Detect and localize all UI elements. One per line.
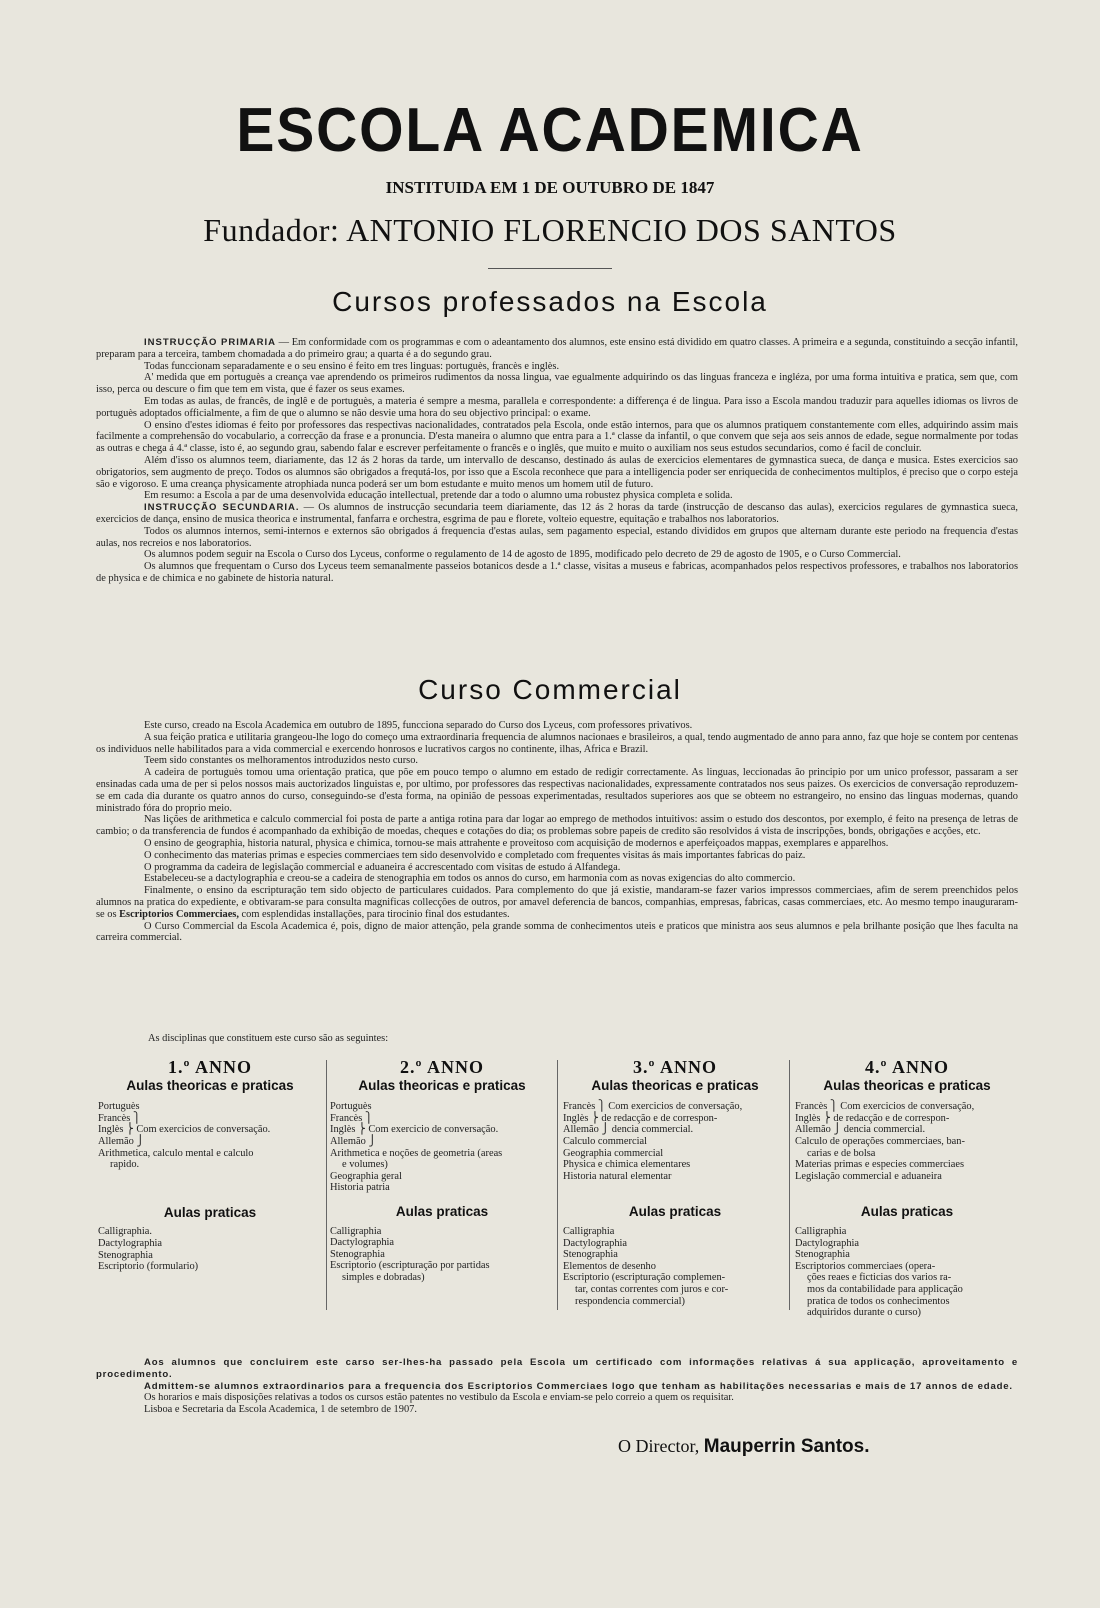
paragraph: Os alumnos podem seguir na Escola o Curso dos Lyceus, conforme o regulamento de 14 de agosto de 1895, modificado pelo decreto de 29 de agosto de 1905, e o Curso Commercial. [144,549,901,561]
footer-notes [96,1357,1018,1416]
schedule-note: Os horarios e mais disposições relativas a todos os cursos estão patentes no vestibulo da Escola e enviam-se pelo correio a quem os requisitar. [144,1392,734,1404]
paragraph: O ensino d'estes idiomas é feito por professores das respectivas nacionalidades, contratados pela Escola, onde estão internos, para que os alumnos pratiquem constantemente com elles, adquirindo assim mais facilmente a comprehensão do vocabulario, a correcção da frase e a pronuncia. D'esta maneira o alumno que entra para a 1.ª classe da infantil, o que convem que seja aos seis annos de edade, segue normalmente por todas as outras e chega á 4.ª classe, isto é, ao segundo grau, sabendo falar e escrever perfeitamente o francês e o inglês, que muito e muito o auxiliam nos seus estudos secundarios, como é facil de concluir. [96,419,1018,455]
founder-line: Fundador: ANTONIO FLORENCIO DOS SANTOS [203,212,897,248]
list-item: Calligraphia. [98,1226,152,1238]
list-item: Calligraphia [795,1225,847,1237]
column-divider [557,1060,558,1310]
year-column-1 [98,1057,322,1312]
list-item: Francès ⎫ Com exercicios de conversação, [563,1101,743,1113]
paragraph: Todas funccionam separadamente e o seu ensino é feito em tres linguas: portuguès, francès e inglès. [144,360,560,372]
paragraph: O Curso Commercial da Escola Academica é, pois, digno de maior attenção, pela grande somma de conhecimentos uteis e praticos que ministra aos seus alumnos e pela brilhante posição que lhes faculta na carreira commercial. [96,920,1018,944]
paragraph: Os alumnos que frequentam o Curso dos Lyceus teem semanalmente passeios botanicos desde a 1.ª classe, visitas a museus e fabricas, acompanhados pelos respectivos professores, e trabalhos nos laboratorios de physica e de chimica e no gabinete de historia natural. [96,561,1018,584]
list-item: Stenographia [795,1249,850,1261]
list-item: Francès ⎫ Com exercicios de conversação, [795,1101,975,1113]
theory-heading: Aulas theoricas e praticas [126,1077,294,1093]
list-item: Legislação commercial e aduaneira [795,1170,942,1182]
list-item: Escriptorio (formulario) [98,1261,199,1273]
list-item: mos da contabilidade para applicação [807,1283,963,1295]
paragraph: O programma da cadeira de legislação commercial e aduaneira é accrescentado com visitas de estudo á Alfandega. [144,861,621,873]
paragraph: O ensino de geographia, historia natural, physica e chimica, tornou-se mais attrahente e proveitoso com acquisição de modernos e aperfeiçoados mappas, exemplares e apparelhos. [144,837,889,849]
year-column-3 [563,1057,787,1312]
year-title: 3.º ANNO [633,1057,717,1077]
list-item: Allemão ⎭ dencia commercial. [795,1124,926,1136]
signature [618,1436,870,1458]
list-item: Francès ⎫ [330,1112,373,1124]
list-item: Arithmetica e noções de geometria (areas [330,1147,503,1159]
year-title: 2.º ANNO [400,1057,484,1077]
paragraph: Nas lições de arithmetica e calculo commercial foi posta de parte a antiga rotina para dar logar ao emprego de methodos intuitivos: assim o estudo dos descontos, por exemplo, é feito na presença de letras de cambio; o da transferencia de fundos é acompanhado da exhibição de moedas, cheques e cotações do dia; os problemas sobre papeis de credito são resolvidos á vista de inscripções, bonds, obrigações e acções, etc. [96,814,1018,838]
theory-list [795,1101,1019,1182]
paragraph-text: — Os alumnos de instrucção secundaria teem diariamente, das 12 ás 2 horas da tarde (instrucção de descanso das aulas), exercicios regulares de gymnastica sueca, exercicios de dança, ensino de musica theorica e instrumental, fanfarra e orchestra, esgrima de pau e florete, volteio equestre, equitação e trabalhos nos laboratorios. [96,502,1018,525]
paragraph [96,885,1018,920]
paragraph: Além d'isso os alumnos teem, diariamente, das 12 ás 2 horas da tarde, um intervallo de descanso, destinado ás aulas de exercicios elementares de gymnastica sueca, de dança e musica. Estes exercicios sao obrigatorios, sem augmento de preço. Todos os alumnos são obrigados a frequtá-los, por isso que a Escola reconhece que para a intelligencia poder ser enriquecida de conhecimentos multiplos, é preciso que o corpo esteja são e vigoroso. E uma creança physicamente atrophiada nunca poderá ser um bom estudante e muito menos um homem util de futuro. [96,454,1018,490]
list-item: Stenographia [98,1249,153,1261]
founding-date: INSTITUIDA EM 1 DE OUTUBRO DE 1847 [385,178,715,197]
date-line: Lisboa e Secretaria da Escola Academica, 1 de setembro de 1907. [144,1404,417,1416]
signature-prefix: O Director, [618,1436,700,1456]
practice-list [330,1226,554,1284]
practice-list [563,1226,787,1307]
paragraph: Teem sido constantes os melhoramentos introduzidos nesto curso. [144,755,418,767]
column-divider [326,1060,327,1310]
list-item: simples e dobradas) [342,1271,425,1283]
certificate-note: Aos alumnos que concluirem este carso ser-lhes-ha passado pela Escola um certificado com informações relativas á sua applicação, aproveitamento e procedimento. [96,1357,1018,1380]
theory-heading: Aulas theoricas e praticas [823,1077,991,1093]
list-item: Calligraphia [563,1225,615,1237]
escriptorios-emphasis: Escriptorios Commerciaes, [119,908,239,920]
admission-note: Admittem-se alumnos extraordinarios para a frequencia dos Escriptorios Commerciaes logo que tenham as habilitações necessarias e mais de 17 annos de edade. [144,1380,1013,1392]
list-item: ções reaes e ficticias dos varios ra- [807,1272,952,1284]
list-item: Portuguès [330,1101,372,1113]
practice-heading: Aulas praticas [860,1204,954,1220]
list-item: Calculo commercial [563,1135,647,1147]
paragraph: A cadeira de portuguès tomou uma orientação pratica, que põe em pouco tempo o alumno em estado de redigir correctamente. As linguas, leccionadas ão principio por um unico professor, passaram a ser ensinadas cada uma de per si pelos nossos mais auctorizados linguistas e, por ultimo, por professores das respectivas nacionalidades, expressamente contratados nos seus paizes. Os exercicios de conversação reproduzem-se em cada dia durante os quatro annos do curso, conseguindo-se d'esta forma, na opinião de pessoas experimentadas, resultados superiores aos que se obteem no estrangeiro, no ensino das linguas modernas, quando ministrado fóra do proprio meio. [96,767,1018,814]
paragraph: Todos os alumnos internos, semi-internos e externos são obrigados á frequencia d'estas aulas, sem pagamento especial, estando divididos em grupos que alternam durante este periodo na frequencia d'estas aulas, nos recreios e nos laboratorios. [96,525,1018,549]
paragraph-text: Finalmente, o ensino da escripturação tem sido objecto de particulares cuidados. Para complemento do que já existie, mandaram-se fazer varios impressos commerciaes, afim de serem preenchidos pelos alumnos na pratica do expediente, e obtivaram-se para consulta magnificas collecções de outros, por amavel deferencia de bancos, companhias, empresas, fabricas, casas commerciaes, etc. Ao mesmo tempo inauguraram-se os [96,885,1018,920]
year-title: 4.º ANNO [865,1057,949,1077]
paragraph: A sua feição pratica e utilitaria grangeou-lhe logo do começo uma extraordinaria frequencia de alumnos nacionaes e brasileiros, a qual, tendo augmentado de anno para anno, faz que hoje se contem por centenas os individuos nelle habilitados para a vida commercial e exercendo honrosos e lucrativos cargos no continente, ilhas, Africa e Brazil. [96,731,1018,755]
paragraph: O conhecimento das materias primas e especies commerciaes tem sido desenvolvido e completado com frequentes visitas ás mais importantes fabricas do paiz. [144,849,806,861]
list-item: Elementos de desenho [563,1260,656,1272]
paragraph-text: — Em conformidade com os programmas e com o adeantamento dos alumnos, este ensino está dividido em quatro classes. A primeira e a segunda, constituindo a secção infantil, preparam para a terceira, tambem chomadada a do primeiro grau; a quarta é a do segundo grau. [96,337,1018,360]
list-item: Calculo de operações commerciaes, ban- [795,1135,965,1147]
column-divider [789,1060,790,1310]
paragraph: Em todas as aulas, de francês, de inglê e de portuguès, a materia é sempre a mesma, parallela e correspondente: a differença é de lingua. Para isso a Escola mandou traduzir para aquelles idiomas os livros de portuguès adoptados officialmente, a fim de que o alumno se não desvie uma hora do seu objectivo principal: o exame. [96,395,1018,419]
list-item: Physica e chimica elementares [563,1159,691,1171]
list-item: Stenographia [563,1249,618,1261]
list-item: carias e de bolsa [807,1147,876,1159]
list-item: Francès ⎫ [98,1112,141,1124]
list-item: Historia patria [330,1182,390,1194]
cursos-heading: Cursos professados na Escola [332,286,768,317]
commercial-heading: Curso Commercial [418,674,682,705]
list-item: e volumes) [342,1159,388,1171]
list-item: Geographia geral [330,1170,402,1182]
practice-list [98,1226,322,1272]
list-item: Inglès ⎬ Com exercicio de conversação. [330,1124,499,1136]
list-item: tar, contas correntes com juros e cor- [575,1283,729,1295]
paragraph: A' medida que em portuguès a creança vae aprendendo os primeiros rudimentos da nossa lingua, vae egualmente adquirindo os das linguas franceza e ingléza, por uma forma intuitiva e pratica, sem que, com isso, perca ou descure o fim que tem em vista, que é fazer os seus exames. [96,372,1018,396]
practice-heading: Aulas praticas [163,1204,257,1220]
theory-list [563,1101,787,1182]
list-item: Stenographia [330,1248,385,1260]
list-item: Inglès ⎬ de redacção e de correspon- [563,1112,718,1124]
cursos-body [96,337,1018,585]
paragraph [96,337,1018,361]
list-item: Escriptorio (escripturação por partidas [330,1260,490,1272]
secundaria-lead: INSTRUCÇÃO SECUNDARIA. [144,502,300,514]
year-title: 1.º ANNO [168,1057,252,1077]
commercial-body [96,720,1018,944]
practice-list [795,1226,1019,1319]
paragraph: Este curso, creado na Escola Academica em outubro de 1895, funcciona separado do Curso dos Lyceus, com professores privativos. [144,720,693,731]
list-item: Allemão ⎭ [330,1135,377,1147]
list-item: Inglès ⎬ de redacção e de correspon- [795,1112,950,1124]
primaria-lead: INSTRUCÇÃO PRIMARIA [144,337,276,348]
list-item: Geographia commercial [563,1147,664,1159]
list-item: Inglès ⎬ Com exercicios de conversação. [98,1124,271,1136]
list-item: Historia natural elementar [563,1170,672,1182]
theory-heading: Aulas theoricas e praticas [591,1077,759,1093]
list-item: rapido. [110,1159,140,1171]
year-column-2 [330,1057,554,1312]
list-item: Allemão ⎭ dencia commercial. [563,1124,694,1136]
paragraph: Estabeleceu-se a dactylographia e creou-se a cadeira de stenographia em todos os annos do curso, em harmonia com as novas exigencias do alto commercio. [144,873,796,885]
theory-heading: Aulas theoricas e praticas [358,1077,526,1093]
page-title: ESCOLA ACADEMICA [236,96,864,165]
paragraph: Em resumo: a Escola a par de uma desenvolvida educação intellectual, pretende dar a todo o alumno uma robustez physica completa e solida. [144,490,733,502]
list-item: Portuguès [98,1101,140,1113]
list-item: Allemão ⎭ [98,1135,145,1147]
theory-list [330,1101,554,1194]
disciplines-intro: As disciplinas que constituem este curso são as seguintes: [148,1033,389,1044]
list-item: Dactylographia [563,1237,628,1249]
list-item: respondencia commercial) [575,1295,685,1307]
list-item: Escriptorios commerciaes (opera- [795,1260,936,1272]
paragraph [96,502,1018,526]
director-name: Mauperrin Santos. [703,1436,870,1457]
list-item: adquiridos durante o curso) [807,1307,921,1319]
practice-heading: Aulas praticas [628,1204,722,1220]
list-item: Materias primas e especies commerciaes [795,1159,965,1171]
divider [488,268,612,269]
list-item: Arithmetica, calculo mental e calculo [98,1147,254,1159]
list-item: Dactylographia [330,1237,395,1249]
list-item: pratica de todos os conhecimentos [807,1295,950,1307]
year-column-4 [795,1057,1019,1319]
paragraph-text: com esplendidas installações, para tirocinio final dos estudantes. [238,908,510,920]
list-item: Dactylographia [795,1237,860,1249]
theory-list [98,1101,322,1171]
practice-heading: Aulas praticas [395,1203,489,1219]
list-item: Dactylographia [98,1237,163,1249]
list-item: Calligraphia [330,1225,382,1237]
list-item: Escriptorio (escripturação complemen- [563,1272,726,1284]
